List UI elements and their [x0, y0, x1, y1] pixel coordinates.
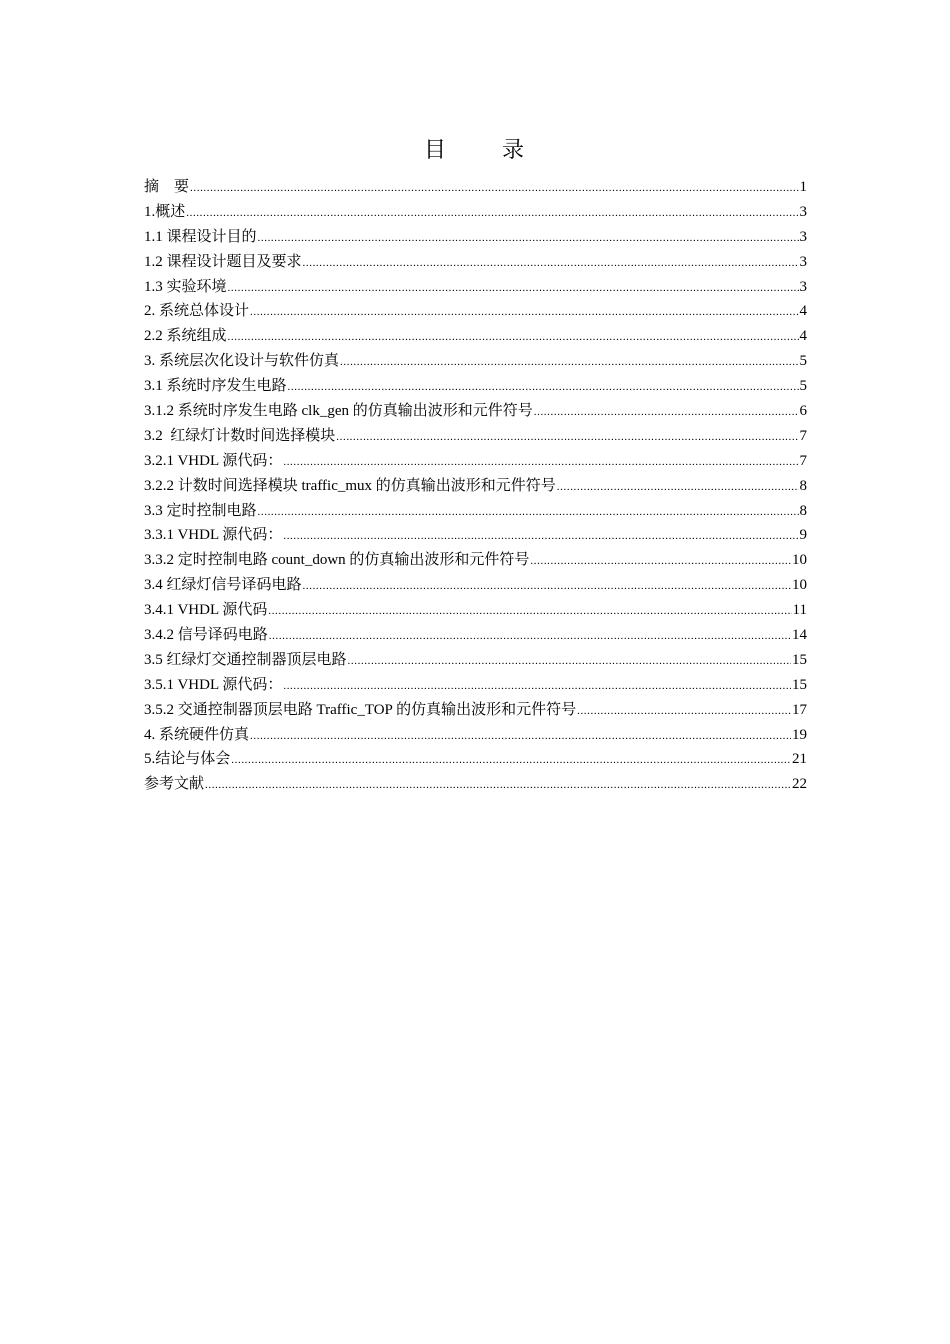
toc-entry[interactable]: [144, 275, 807, 300]
toc-entry[interactable]: [144, 424, 807, 449]
toc-entry[interactable]: [144, 548, 807, 573]
toc-dot-leader: [269, 624, 791, 649]
toc-entry-page: 9: [799, 527, 807, 544]
toc-entry[interactable]: [144, 374, 807, 399]
toc-entry-page: 21: [792, 751, 807, 768]
toc-entry-label: 2.2 系统组成: [144, 328, 227, 345]
toc-dot-leader: [336, 425, 798, 450]
toc-dot-leader: [190, 176, 798, 201]
toc-entry[interactable]: [144, 573, 807, 598]
toc-entry-label: 3.3 定时控制电路: [144, 502, 257, 519]
toc-entry[interactable]: [144, 299, 807, 324]
toc-entry-label: 3.3.2 定时控制电路 count_down 的仿真输出波形和元件符号: [144, 552, 530, 569]
toc-entry-page: 8: [799, 477, 807, 494]
toc-dot-leader: [340, 350, 798, 375]
toc-dot-leader: [283, 674, 791, 699]
toc-entry[interactable]: [144, 723, 807, 748]
toc-entry-label: 1.2 课程设计题目及要求: [144, 253, 302, 270]
toc-entry-label: 3.2.1 VHDL 源代码：: [144, 452, 283, 469]
toc-entry-page: 1: [799, 179, 807, 195]
toc-title: 目 录: [424, 138, 526, 163]
toc-entry[interactable]: [144, 474, 807, 499]
toc-entry-page: 8: [799, 502, 807, 519]
toc-entry[interactable]: [144, 523, 807, 548]
toc-dot-leader: [205, 773, 791, 798]
toc-entry-label: 3.2.2 计数时间选择模块 traffic_mux 的仿真输出波形和元件符号: [144, 477, 556, 494]
toc-entry-label: 3.3.1 VHDL 源代码：: [144, 527, 283, 544]
toc-entry[interactable]: [144, 349, 807, 374]
toc-entry-page: 10: [792, 552, 807, 569]
toc-entry-label: 3.2 红绿灯计数时间选择模块: [144, 427, 336, 444]
toc-entry-page: 15: [792, 676, 807, 693]
toc-entry-page: 4: [799, 303, 807, 320]
toc-entry[interactable]: [144, 772, 807, 797]
toc-entry-label: 2. 系统总体设计: [144, 303, 250, 320]
toc-entry[interactable]: [144, 747, 807, 772]
toc-dot-leader: [228, 276, 799, 301]
toc-entry[interactable]: [144, 648, 807, 673]
toc-entry-page: 3: [799, 253, 807, 270]
toc-dot-leader: [258, 500, 799, 525]
toc-entry-page: 22: [792, 776, 807, 793]
toc-dot-leader: [530, 549, 791, 574]
toc-entry-label: 3. 系统层次化设计与软件仿真: [144, 353, 340, 370]
toc-list: [144, 175, 807, 797]
toc-entry-page: 5: [799, 353, 807, 370]
toc-entry-page: 10: [792, 577, 807, 594]
toc-dot-leader: [231, 748, 791, 773]
toc-entry[interactable]: [144, 399, 807, 424]
toc-entry-page: 6: [799, 403, 807, 420]
toc-entry[interactable]: [144, 499, 807, 524]
toc-entry-label: 摘 要: [144, 179, 190, 195]
toc-entry-page: 7: [799, 452, 807, 469]
toc-dot-leader: [303, 574, 791, 599]
toc-entry-label: 5.结论与体会: [144, 751, 231, 768]
toc-entry[interactable]: [144, 598, 807, 623]
toc-entry-page: 7: [799, 427, 807, 444]
toc-dot-leader: [250, 300, 798, 325]
toc-entry-page: 3: [799, 203, 807, 220]
toc-entry-label: 3.5.1 VHDL 源代码：: [144, 676, 283, 693]
toc-entry-page: 3: [799, 228, 807, 245]
toc-entry[interactable]: [144, 324, 807, 349]
toc-dot-leader: [283, 524, 798, 549]
toc-entry[interactable]: [144, 225, 807, 250]
toc-dot-leader: [250, 724, 791, 749]
toc-dot-leader: [557, 475, 799, 500]
toc-entry[interactable]: [144, 175, 807, 200]
toc-entry-page: 14: [792, 627, 807, 644]
toc-dot-leader: [268, 599, 791, 624]
toc-entry-page: 3: [799, 278, 807, 295]
toc-dot-leader: [258, 226, 799, 251]
toc-entry[interactable]: [144, 200, 807, 225]
toc-entry-label: 3.1 系统时序发生电路: [144, 378, 287, 395]
toc-entry[interactable]: [144, 623, 807, 648]
toc-entry-page: 15: [792, 651, 807, 668]
toc-entry[interactable]: [144, 673, 807, 698]
toc-entry[interactable]: [144, 250, 807, 275]
toc-entry-label: 1.概述: [144, 203, 186, 220]
toc-entry-label: 3.1.2 系统时序发生电路 clk_gen 的仿真输出波形和元件符号: [144, 403, 533, 420]
toc-dot-leader: [534, 400, 799, 425]
toc-entry-page: 11: [792, 602, 807, 619]
toc-entry-page: 19: [792, 726, 807, 743]
toc-entry-label: 1.1 课程设计目的: [144, 228, 257, 245]
toc-entry-page: 4: [799, 328, 807, 345]
toc-entry[interactable]: [144, 698, 807, 723]
toc-entry-label: 1.3 实验环境: [144, 278, 227, 295]
toc-dot-leader: [303, 251, 799, 276]
toc-entry-label: 3.4.1 VHDL 源代码: [144, 602, 268, 619]
toc-dot-leader: [288, 375, 799, 400]
toc-entry[interactable]: [144, 449, 807, 474]
toc-dot-leader: [228, 325, 799, 350]
toc-entry-label: 3.4.2 信号译码电路: [144, 627, 268, 644]
toc-dot-leader: [186, 201, 798, 226]
toc-dot-leader: [283, 450, 798, 475]
toc-entry-page: 17: [792, 701, 807, 718]
toc-entry-label: 4. 系统硬件仿真: [144, 726, 250, 743]
toc-entry-page: 5: [799, 378, 807, 395]
toc-dot-leader: [348, 649, 791, 674]
toc-entry-label: 3.5 红绿灯交通控制器顶层电路: [144, 651, 347, 668]
toc-entry-label: 3.5.2 交通控制器顶层电路 Traffic_TOP 的仿真输出波形和元件符号: [144, 701, 577, 718]
toc-entry-label: 3.4 红绿灯信号译码电路: [144, 577, 302, 594]
toc-entry-label: 参考文献: [144, 776, 205, 793]
toc-dot-leader: [577, 699, 791, 724]
